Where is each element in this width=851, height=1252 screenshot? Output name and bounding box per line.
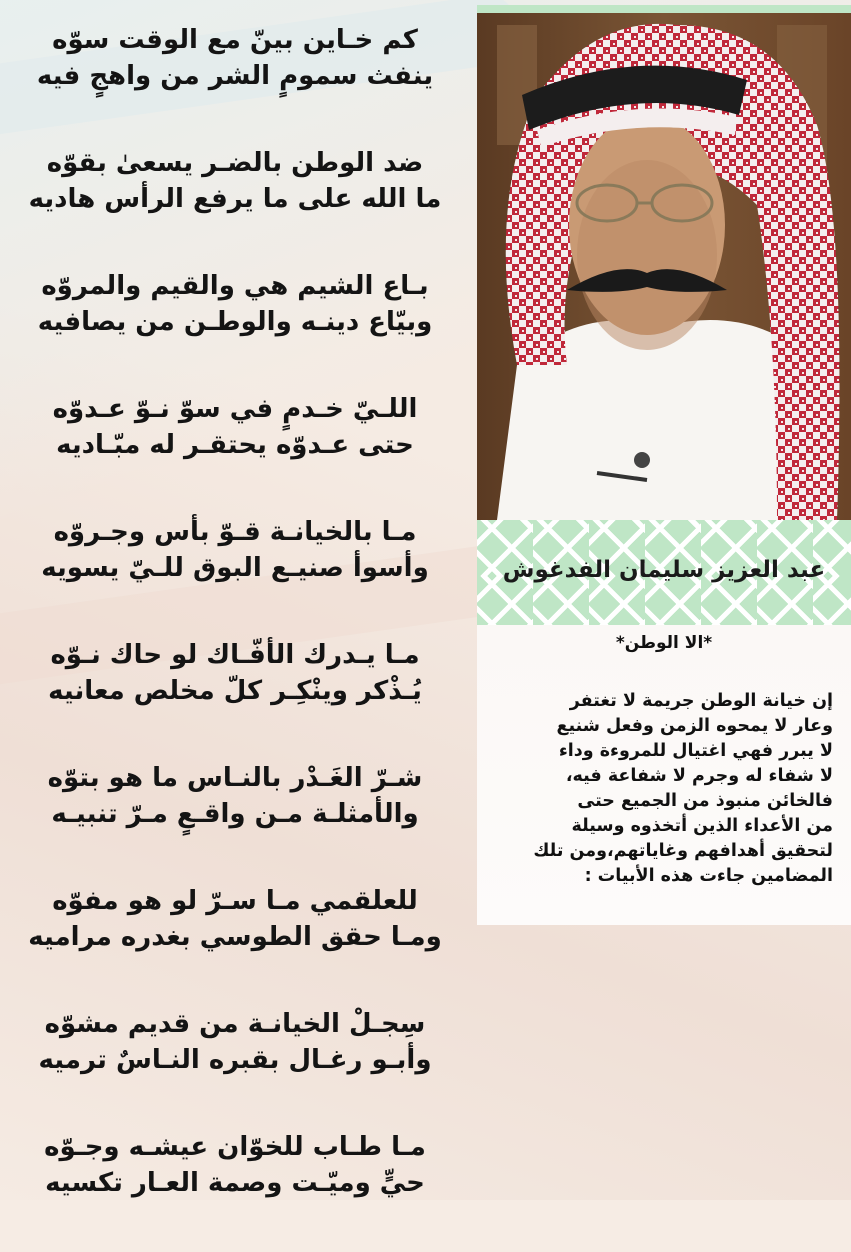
intro-line: لتحقيق أهدافهم وغاياتهم،ومن تلك bbox=[533, 841, 833, 861]
author-name: عبد العزيز سليمان الفدغوش bbox=[502, 557, 826, 583]
intro-line: وعار لا يمحوه الزمن وفعل شنيع bbox=[556, 716, 833, 736]
poem-line: مـا بالخيانـة قـوّ بأس وجـروّه bbox=[53, 517, 417, 547]
poem-stanza bbox=[0, 637, 470, 709]
poem-line: وبيّاع دينـه والوطـن من يصافيه bbox=[37, 307, 433, 337]
poem-stanza bbox=[0, 883, 470, 955]
intro-line: فالخائن منبوذ من الجميع حتى bbox=[577, 791, 833, 811]
author-photo bbox=[477, 5, 851, 520]
poem-line: يُـذْكر وينْكِـر كلّ مخلص معانيه bbox=[48, 676, 422, 706]
poem-line: مـا طـاب للخوّان عيشـه وجـوّه bbox=[44, 1132, 426, 1162]
poem-stanza bbox=[0, 760, 470, 832]
intro-box bbox=[477, 625, 851, 925]
poem-stanza bbox=[0, 1006, 470, 1078]
author-banner bbox=[477, 520, 851, 625]
poem-stanza bbox=[0, 1129, 470, 1201]
poem-line: كم خـاين بينّ مع الوقت سوّه bbox=[52, 25, 418, 55]
poem-line: حيٍّ وميّـت وصمة العـار تكسيه bbox=[45, 1168, 425, 1198]
poem-stanza bbox=[0, 268, 470, 340]
poem-line: وأبـو رغـال بقبره النـاسٌ ترميه bbox=[38, 1045, 432, 1075]
poem-line: ومـا حقق الطوسي بغدره مراميه bbox=[28, 922, 442, 952]
intro-line: إن خيانة الوطن جريمة لا تغتفر bbox=[569, 691, 833, 711]
poem-stanza bbox=[0, 145, 470, 217]
poem-line: للعلقمي مـا سـرّ لو هو مفوّه bbox=[52, 886, 418, 916]
intro-line: لا يبرر فهي اغتيال للمروءة وداء bbox=[558, 741, 833, 761]
poem-line: والأمثلـة مـن واقـعٍ مـرّ تنبيـه bbox=[51, 799, 419, 829]
intro-line: المضامين جاءت هذه الأبيات : bbox=[584, 866, 833, 886]
poem-stanza bbox=[0, 22, 470, 94]
poem-line: ما الله على ما يرفع الرأس هاديه bbox=[28, 184, 442, 214]
intro-line: لا شفاء له وجرم لا شفاعة فيه، bbox=[565, 766, 833, 786]
poem-line: سِجـلْ الخيانـة من قديم مشوّه bbox=[44, 1009, 426, 1039]
poem-line: حتى عـدوّه يحتقـر له مبّـاديه bbox=[56, 430, 414, 460]
poem-stanza bbox=[0, 391, 470, 463]
poem-line: شـرّ الغَـدْر بالنـاس ما هو بتوّه bbox=[47, 763, 423, 793]
intro-title: *الا الوطن* bbox=[615, 633, 713, 653]
poem-line: ضد الوطن بالضـر يسعىٰ بقوّه bbox=[46, 148, 424, 178]
poem-line: ينفث سمومٍ الشر من واهجٍ فيه bbox=[36, 61, 434, 91]
intro-line: من الأعداء الذين أتخذوه وسيلة bbox=[571, 816, 833, 836]
poem-line: اللـيّ خـدمٍ في سوّ نـوّ عـدوّه bbox=[52, 394, 418, 424]
poem-line: بـاع الشيم هي والقيم والمروّه bbox=[41, 271, 429, 301]
poem-stanza bbox=[0, 514, 470, 586]
intro-text bbox=[499, 689, 833, 889]
poem-line: مـا يـدرك الأفّـاك لو حاك نـوّه bbox=[50, 640, 420, 670]
poem-line: وأسوأ صنيـع البوق للـيّ يسويه bbox=[41, 553, 429, 583]
poem bbox=[0, 22, 470, 1252]
